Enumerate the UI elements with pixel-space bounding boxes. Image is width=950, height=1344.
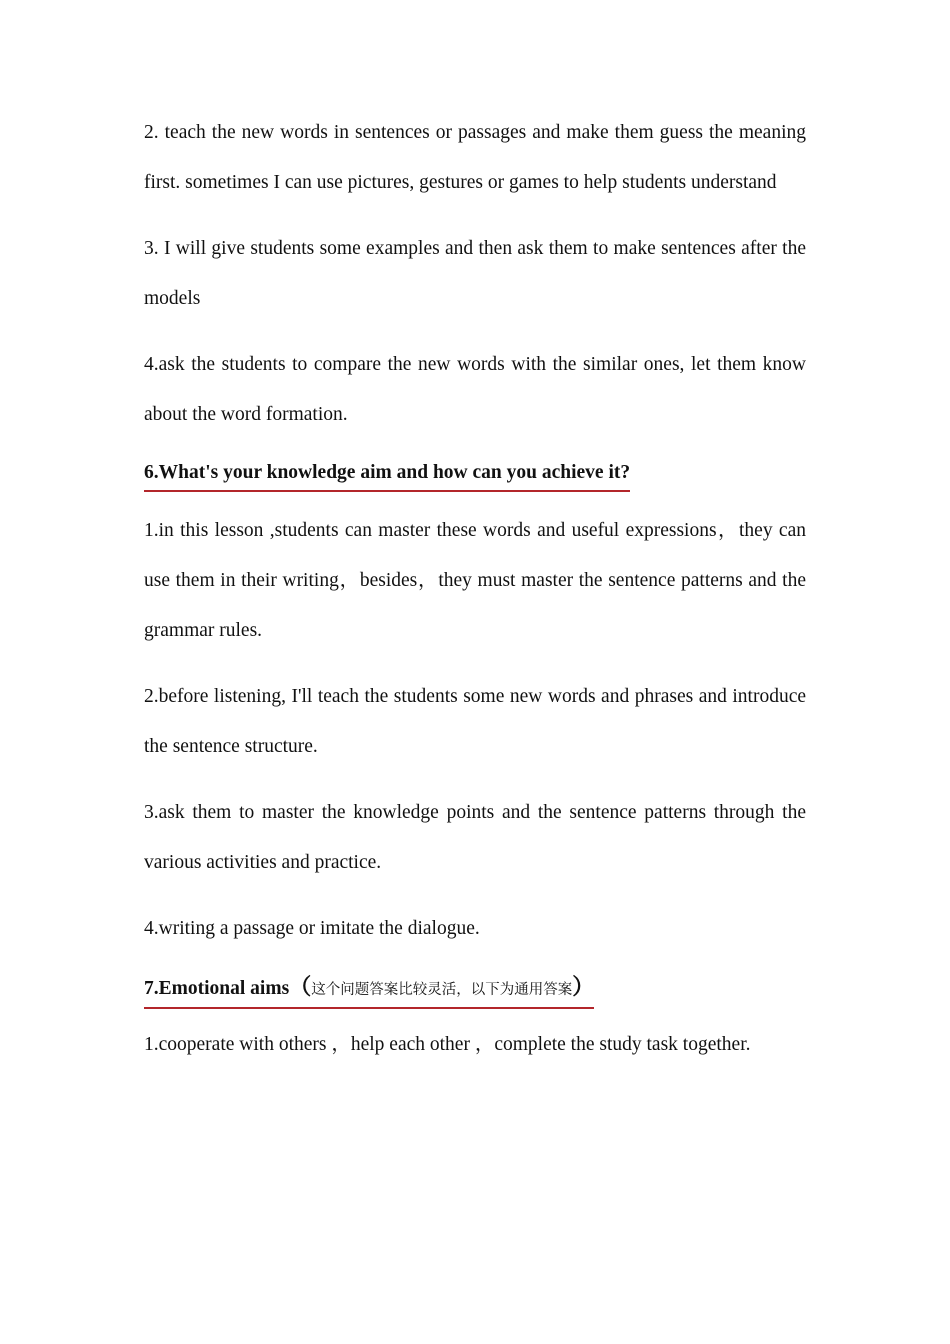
section-7-paren-close: ）	[572, 974, 595, 999]
section-7-heading	[144, 970, 594, 1009]
section-7-paren-open: （	[289, 974, 312, 999]
document-page	[144, 108, 806, 1086]
section-6-item: 4.writing a passage or imitate the dialogue.	[144, 918, 480, 939]
paragraph: 2. teach the new words in sentences or passages and make them guess the meaning first. sometimes I can use pictures, gestures or games to help students understand	[144, 122, 806, 193]
section-7-note: 这个问题答案比较灵活，以下为通用答案	[311, 982, 573, 998]
section-7-heading-text: 7.Emotional aims	[144, 978, 290, 999]
section-6-heading-wrap	[144, 456, 806, 492]
paragraph: 4.ask the students to compare the new words with the similar ones, let them know about the word formation.	[144, 354, 806, 425]
section-7-heading-wrap	[144, 970, 806, 1006]
section-6-item: 3.ask them to master the knowledge points and the sentence patterns through the various activities and practice.	[144, 802, 806, 873]
section-6-heading: 6.What's your knowledge aim and how can you achieve it?	[144, 456, 630, 492]
section-6-item: 1.in this lesson ,students can master these words and useful expressions，they can use them in their writing，besides，they must master the sentence patterns and the grammar rules.	[144, 520, 806, 641]
section-7-item: 1.cooperate with others ，help each other ，complete the study task together.	[144, 1034, 751, 1055]
paragraph: 3. I will give students some examples and then ask them to make sentences after the models	[144, 238, 806, 309]
section-6-item: 2.before listening, I'll teach the students some new words and phrases and introduce the sentence structure.	[144, 686, 806, 757]
